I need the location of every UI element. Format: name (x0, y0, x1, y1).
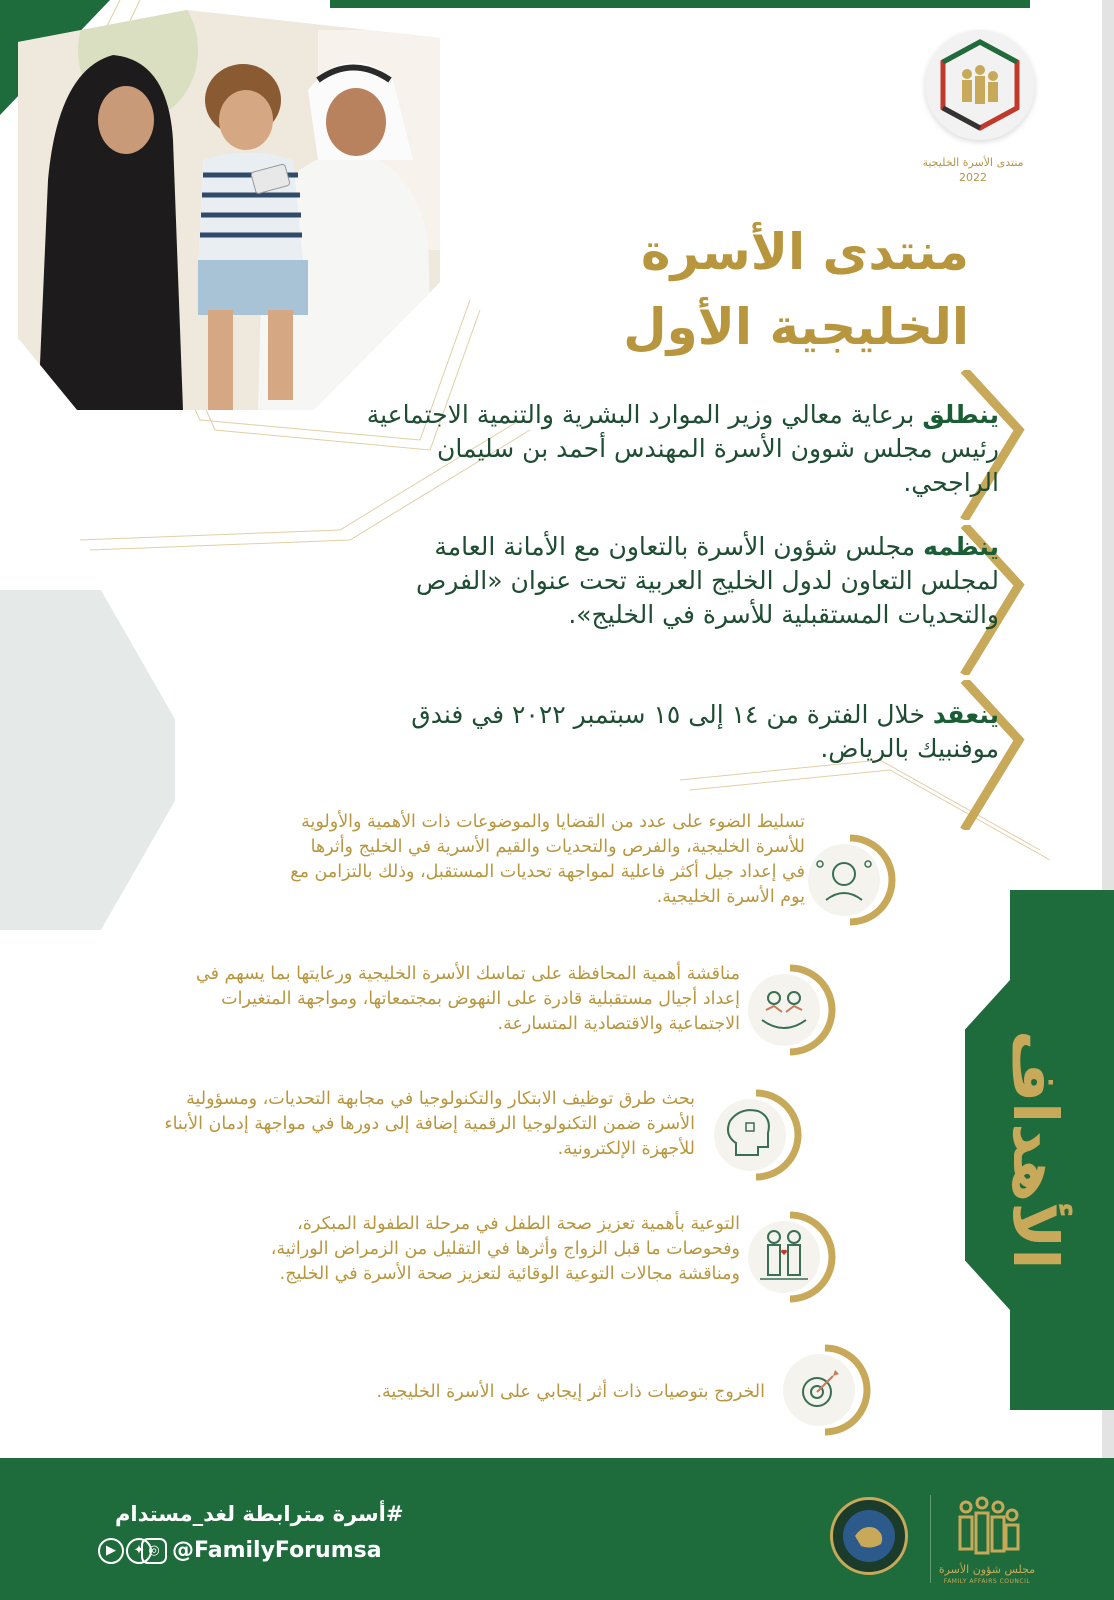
intro-text-1: برعاية معالي وزير الموارد البشرية والتنمية الاجتماعية رئيس مجلس شوون الأسرة المهندس أحمد بن سليمان الراجحي. (366, 400, 999, 497)
footer-divider (930, 1495, 931, 1583)
intro-lead-3: ينعقد (932, 700, 999, 729)
title-line-1: منتدى الأسرة (640, 223, 969, 281)
intro-paragraph-1 (359, 398, 999, 500)
council-name-english: FAMILY AFFAIRS COUNCIL (943, 1578, 1031, 1585)
brain-puzzle-icon (706, 1085, 806, 1185)
goal-item-1: تسليط الضوء على عدد من القضايا والموضوعات ذات الأهمية والأولوية للأسرة الخليجية، والفرص والتحديات والقيم الأسرية في الخليج وأثرها في إعداد جيل أكثر فاعلية لمواجهة تحديات المستقبل، وذلك بالتزامن مع يوم الأسرة الخليجية. (290, 812, 805, 907)
family-hands-icon (740, 960, 840, 1060)
goal-item-3: بحث طرق توظيف الابتكار والتكنولوجيا في مجابهة التحديات، ومسؤولية الأسرة ضمن التكنولوجيا الرقمية إضافة إلى دورها في مواجهة إدمان الأبناء للأجهزة الإلكترونية. (164, 1089, 695, 1159)
family-council-logo-icon (948, 1493, 1028, 1563)
gcc-seal-emblem-icon (833, 1500, 905, 1572)
child-face-icon (800, 830, 900, 930)
footer-hashtag[interactable]: #أسرة مترابطة لغد_مستدام (115, 1502, 404, 1526)
goals-heading: الأهداف (999, 1030, 1072, 1270)
couple-heart-icon (740, 1207, 840, 1307)
intro-text-2: مجلس شؤون الأسرة بالتعاون مع الأمانة العامة لمجلس التعاون لدول الخليج العربية تحت عنوان «الفرص والتحديات المستقبلية للأسرة في الخليج». (415, 532, 999, 629)
goal-item-4: التوعية بأهمية تعزيز صحة الطفل في مرحلة الطفولة المبكرة، وفحوصات ما قبل الزواج وأثرها في التقليل من الزمراض الوراثية، ومناقشة مجالات التوعية الوقائية لتعزيز صحة الأسرة في الخليج. (270, 1214, 740, 1284)
intro-lead-2: ينظمه (923, 532, 999, 561)
title-line-2: الخليجية الأول (623, 298, 969, 356)
goal-item-5: الخروج بتوصيات ذات أثر إيجابي على الأسرة الخليجية. (376, 1382, 765, 1402)
council-name: مجلس شؤون الأسرة (938, 1563, 1036, 1576)
intro-paragraph-3 (359, 698, 999, 766)
goal-item-2: مناقشة أهمية المحافظة على تماسك الأسرة الخليجية ورعايتها بما يسهم في إعداد أجيال مستقبلية قادرة على النهوض بمجتمعاتها، ومواجهة المتغيرات الاجتماعية والاقتصادية المتسارعة. (196, 964, 740, 1034)
forum-logo-caption (908, 155, 1038, 185)
gcc-seal-logo (830, 1497, 908, 1575)
youtube-icon[interactable]: ▶ (98, 1538, 124, 1564)
instagram-icon[interactable]: ◎ (141, 1538, 167, 1564)
intro-text-3: خلال الفترة من ١٤ إلى ١٥ سبتمبر ٢٠٢٢ في فندق موفنبيك بالرياض. (411, 700, 999, 763)
target-icon (775, 1340, 875, 1440)
forum-logo-hexagon-icon (925, 30, 1035, 140)
intro-paragraph-2 (359, 530, 999, 632)
forum-logo-year: 2022 (959, 171, 987, 184)
forum-logo (925, 30, 1035, 140)
page-title (509, 215, 969, 365)
twitter-icon[interactable]: ✦ (126, 1538, 152, 1564)
intro-lead-1: ينطلق (922, 400, 999, 429)
footer-social-handle[interactable]: @FamilyForumsa (172, 1538, 382, 1563)
forum-logo-name: منتدى الأسرة الخليجية (922, 156, 1024, 169)
